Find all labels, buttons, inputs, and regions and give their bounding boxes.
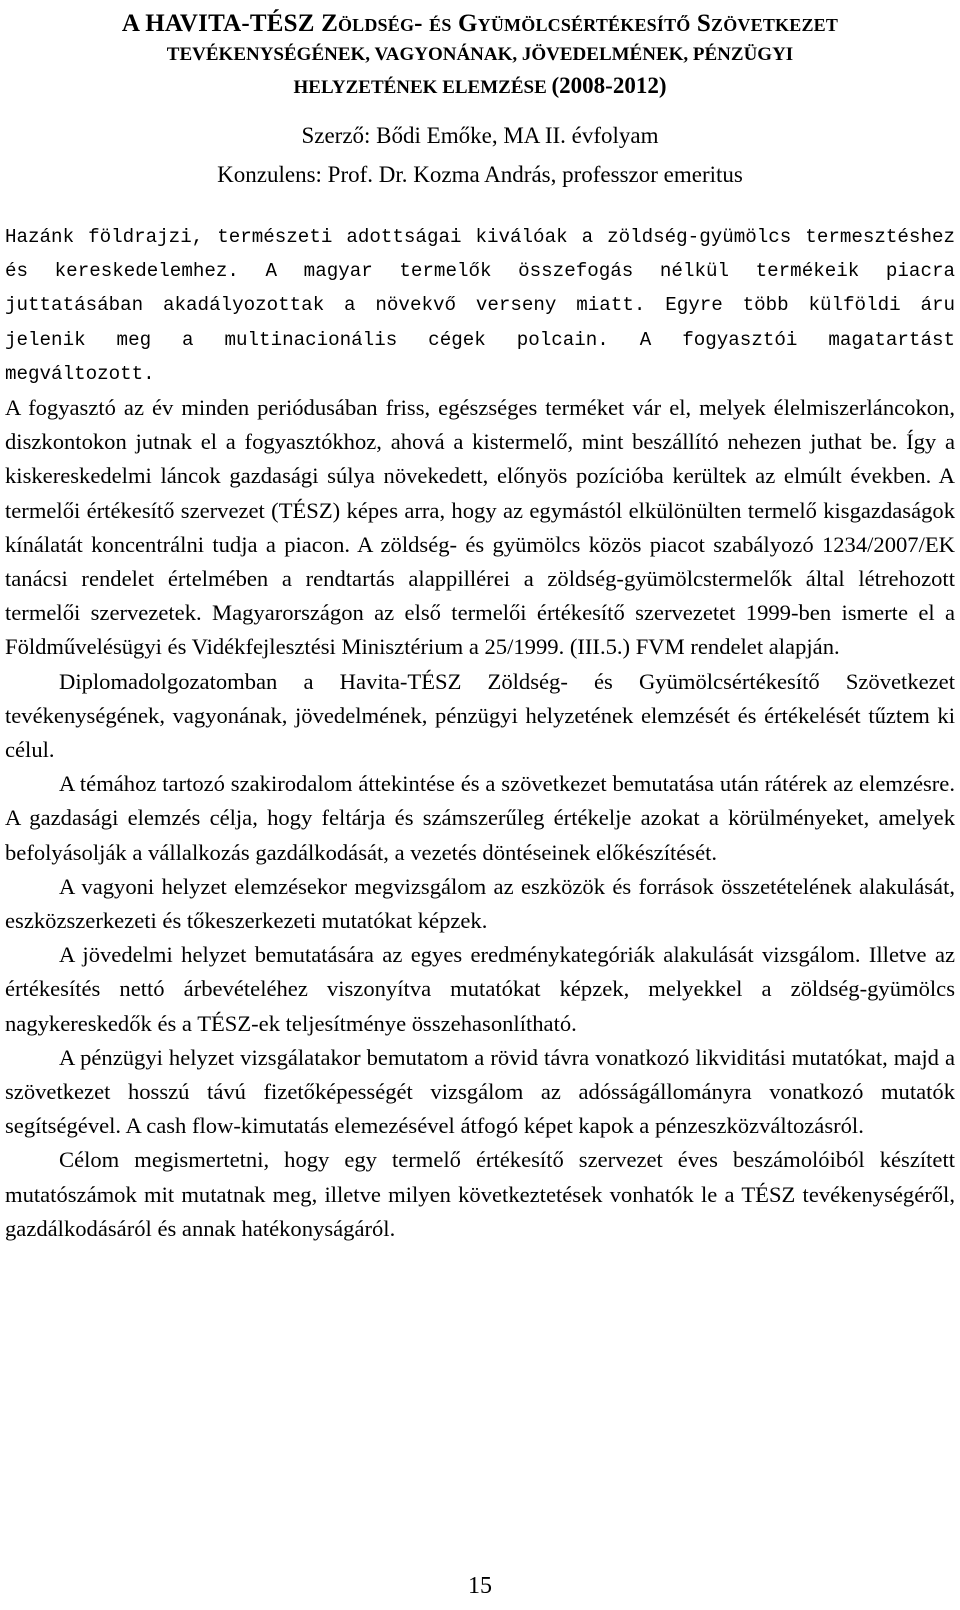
abstract-body bbox=[5, 220, 955, 1246]
advisor-line: Konzulens: Prof. Dr. Kozma András, professzor emeritus bbox=[217, 162, 743, 187]
paragraph-4: A témához tartozó szakirodalom áttekintése és a szövetkezet bemutatása után rátérek az elemzésre. A gazdasági elemzés célja, hogy feltárja és számszerűleg értékelje azokat a körülményeket, amelyek befolyásolják a vállalkozás gazdálkodását, a vezetés döntéseinek előkészítését. bbox=[5, 771, 955, 865]
paragraph-1: Hazánk földrajzi, természeti adottságai kiválóak a zöldség-gyümölcs termesztéshez és kereskedelemhez. A magyar termelők összefogás nélkül termékeik piacra juttatásában akadályozottak a növekvő verseny miatt. Egyre több külföldi áru jelenik meg a multinacionális cégek polcain. A fogyasztói magatartást megváltozott. bbox=[5, 226, 955, 385]
title-line-3-text: HELYZETÉNEK ELEMZÉSE bbox=[293, 77, 547, 98]
paragraph-7: A pénzügyi helyzet vizsgálatakor bemutatom a rövid távra vonatkozó likviditási mutatókat, majd a szövetkezet hosszú távú fizetőképességét vizsgálom az adósságállományra vonatkozó mutatók segítségével. A cash flow-kimutatás elemezésével átfogó képet kapok a pénzeszközváltozásról. bbox=[5, 1044, 955, 1139]
title-years: (2008-2012) bbox=[551, 73, 667, 98]
document-title bbox=[0, 8, 960, 103]
author-block bbox=[0, 116, 960, 194]
title-line-3 bbox=[0, 70, 960, 103]
title-line-1: A HAVITA-TÉSZ Zöldség- és Gyümölcsértékesítő Szövetkezet bbox=[121, 10, 839, 37]
page-number: 15 bbox=[468, 1573, 492, 1599]
paragraph-5: A vagyoni helyzet elemzésekor megvizsgálom az eszközök és források összetételének alakulását, eszközszerkezeti és tőkeszerkezeti mutatókat képzek. bbox=[5, 873, 955, 934]
title-line-2: TEVÉKENYSÉGÉNEK, VAGYONÁNAK, JÖVEDELMÉNEK, PÉNZÜGYI bbox=[166, 44, 794, 65]
paragraph-2: A fogyasztó az év minden periódusában friss, egészséges terméket vár el, melyek élelmiszerláncokon, diszkontokon jutnak el a fogyasztókhoz, ahová a kistermelő, mint beszállító nehezen juthat be. Így a kiskereskedelmi láncok gazdasági súlya növekedett, előnyös pozícióba kerültek az elmúlt években. A termelői értékesítő szervezet (TÉSZ) képes arra, hogy az egymástól elkülönülten termelő kisgazdaságok kínálatát koncentrálni tudja a piacon. A zöldség- és gyümölcs közös piacot szabályozó 1234/2007/EK tanácsi rendelet értelmében a rendtartás alappillérei a zöldség-gyümölcstermelők által létrehozott termelői szervezetek. Magyarországon az első termelői értékesítő szervezetet 1999-ben ismerte el a Földművelésügyi és Vidékfejlesztési Minisztérium a 25/1999. (III.5.) FVM rendelet alapján. bbox=[5, 395, 955, 660]
paragraph-3: Diplomadolgozatomban a Havita-TÉSZ Zöldség- és Gyümölcsértékesítő Szövetkezet tevékenységének, vagyonának, jövedelmének, pénzügyi helyzetének elemzését és értékelését tűztem ki célul. bbox=[5, 668, 955, 763]
paragraph-8: Célom megismertetni, hogy egy termelő értékesítő szervezet éves beszámolóiból készített mutatószámok mit mutatnak meg, illetve milyen következtetések vonhatók le a TÉSZ tevékenységéről, gazdálkodásáról és annak hatékonyságáról. bbox=[5, 1147, 955, 1241]
author-line: Szerző: Bődi Emőke, MA II. évfolyam bbox=[301, 123, 659, 148]
paragraph-6: A jövedelmi helyzet bemutatására az egyes eredménykategóriák alakulását vizsgálom. Illetve az értékesítés nettó árbevételéhez viszonyítva mutatókat képzek, melyekkel a zöldség-gyümölcs nagykereskedők és a TÉSZ-ek teljesítménye összehasonlítható. bbox=[5, 942, 955, 1036]
